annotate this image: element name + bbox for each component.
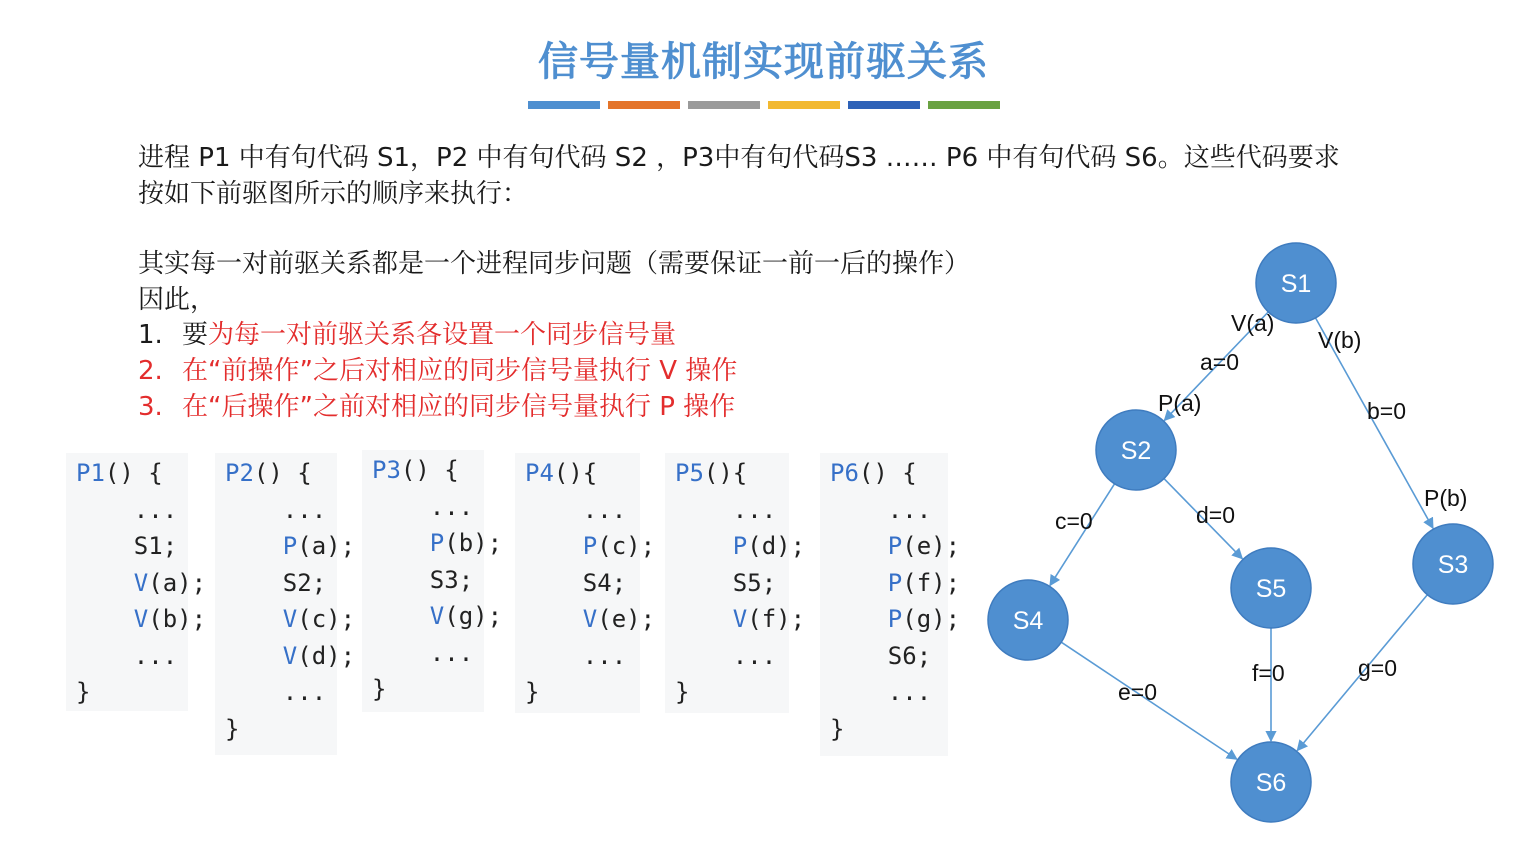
code-line: ... — [76, 641, 178, 670]
code-keyword: P1 — [76, 459, 105, 487]
code-keyword: P3 — [372, 456, 401, 484]
node-label: S3 — [1437, 551, 1469, 579]
code-keyword: V — [582, 605, 598, 633]
edge-label: d=0 — [1196, 502, 1236, 528]
code-text: () { — [253, 459, 312, 487]
code-line: ... — [525, 495, 627, 524]
code-keyword: P — [582, 532, 598, 560]
code-text: (c); — [297, 605, 356, 633]
code-keyword: V — [282, 641, 298, 670]
code-line: S1; — [76, 532, 178, 560]
sync-line: 其实每一对前驱关系都是一个进程同步问题（需要保证一前一后的操作） — [138, 249, 971, 279]
code-line: ... — [225, 678, 327, 706]
code-keyword: V — [133, 568, 149, 597]
code-keyword: V — [732, 605, 748, 633]
code-line: S2; — [225, 568, 327, 597]
page-title: 信号量机制实现前驱关系 — [538, 39, 989, 85]
code-text: (e); — [902, 532, 961, 560]
code-line: S5; — [675, 568, 777, 597]
code-keyword: P — [282, 532, 298, 560]
node-label: S6 — [1255, 769, 1287, 797]
code-keyword: V — [429, 602, 445, 630]
code-line: } — [525, 678, 540, 706]
code-line: ... — [372, 638, 474, 667]
sync-line: 因此， — [138, 285, 217, 315]
code-line: ... — [675, 495, 777, 524]
code-line: } — [225, 714, 240, 743]
code-line: } — [372, 675, 387, 703]
code-keyword: P5 — [675, 459, 704, 487]
node-label: S1 — [1280, 270, 1312, 298]
edge-label: V(a) — [1231, 310, 1275, 336]
node-label: S2 — [1120, 437, 1152, 465]
code-line: ... — [675, 641, 777, 670]
code-line: S6; — [830, 641, 932, 670]
code-text: (f); — [902, 568, 961, 597]
rule-number: 2. — [138, 356, 163, 386]
intro-line: 按如下前驱图所示的顺序来执行： — [138, 179, 529, 209]
code-line: } — [675, 678, 690, 706]
code-text: (g); — [902, 605, 961, 633]
code-text: () { — [858, 459, 917, 487]
code-text: (d); — [297, 641, 356, 670]
intro-line: 进程 P1 中有句代码 S1，P2 中有句代码 S2 ，P3中有句代码S3 …… P6 中有句代码 S6。这些代码要求 — [138, 143, 1340, 173]
code-keyword: P6 — [830, 459, 859, 487]
code-line: } — [830, 714, 845, 743]
code-line: S4; — [525, 568, 627, 597]
code-line: ... — [76, 495, 178, 524]
code-keyword: V — [282, 605, 298, 633]
code-text: () { — [400, 456, 459, 484]
edge-label: c=0 — [1055, 508, 1093, 534]
rule-text: 在“前操作”之后对相应的同步信号量执行 V 操作 — [182, 356, 738, 386]
rule-text: 在“后操作”之前对相应的同步信号量执行 P 操作 — [182, 392, 736, 422]
edge-label: f=0 — [1252, 660, 1285, 686]
code-keyword: V — [133, 605, 149, 633]
edge-label: b=0 — [1367, 398, 1407, 424]
rule-number: 3. — [138, 392, 163, 422]
node-label: S4 — [1012, 607, 1044, 635]
code-keyword: P — [887, 605, 903, 633]
code-line: S3; — [372, 565, 474, 594]
edge-label: P(b) — [1424, 485, 1468, 511]
code-text: (c); — [597, 532, 656, 560]
rule-number: 1. — [138, 320, 163, 350]
rule-text: 为每一对前驱关系各设置一个同步信号量 — [208, 320, 677, 350]
code-text: () { — [104, 459, 163, 487]
node-label: S5 — [1255, 575, 1287, 603]
code-keyword: P — [887, 568, 903, 597]
code-line: ... — [525, 641, 627, 670]
code-text: (f); — [747, 605, 806, 633]
code-text: (){ — [703, 459, 748, 487]
edge-label: a=0 — [1200, 349, 1240, 375]
code-keyword: P4 — [525, 459, 554, 487]
code-text: (e); — [597, 605, 656, 633]
code-keyword: P — [732, 532, 748, 560]
code-line: ... — [225, 495, 327, 524]
code-text: (d); — [747, 532, 806, 560]
edge-label: g=0 — [1358, 655, 1398, 681]
code-line: ... — [830, 678, 932, 706]
code-text: (a); — [148, 568, 207, 597]
code-text: (b); — [148, 605, 207, 633]
edge-s2-s4 — [1050, 484, 1115, 586]
code-text: (){ — [553, 459, 598, 487]
code-line: ... — [830, 495, 932, 524]
rule-prefix: 要 — [182, 320, 209, 350]
code-keyword: P2 — [225, 459, 254, 487]
edge-label: e=0 — [1118, 679, 1158, 705]
code-text: (b); — [444, 529, 503, 557]
edge-label: V(b) — [1318, 327, 1362, 353]
code-text: (g); — [444, 602, 503, 630]
code-line: ... — [372, 492, 474, 521]
edge-label: P(a) — [1158, 390, 1202, 416]
code-keyword: P — [887, 532, 903, 560]
code-keyword: P — [429, 529, 445, 557]
code-line: } — [76, 678, 91, 706]
code-text: (a); — [297, 532, 356, 560]
